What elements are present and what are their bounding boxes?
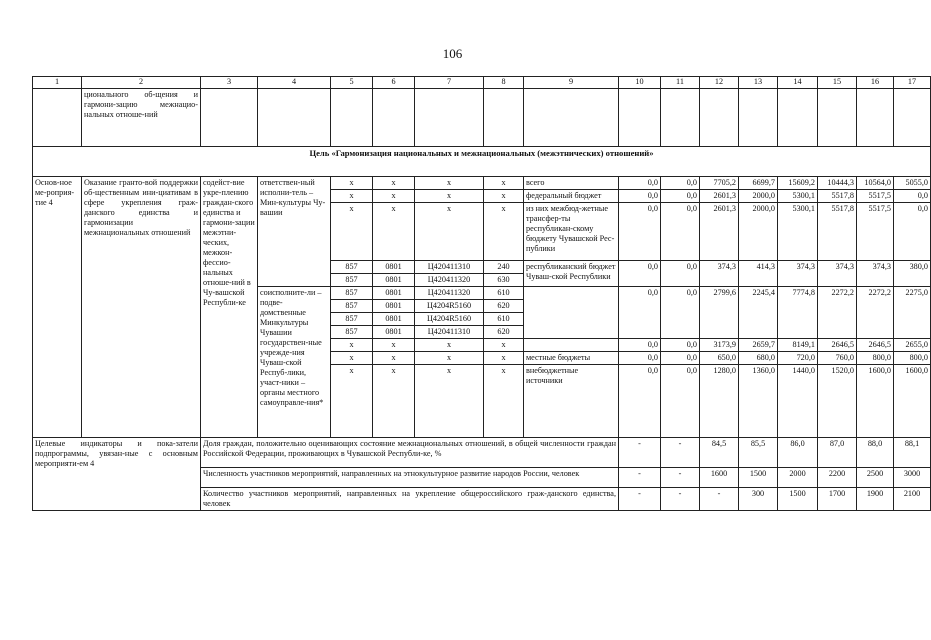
funding-value: 2245,4 (739, 287, 778, 339)
funding-source (524, 287, 619, 339)
funding-value: 10444,3 (818, 177, 857, 190)
budget-code: x (373, 365, 415, 438)
indicator-value: 3000 (894, 468, 931, 488)
budget-code: x (415, 177, 484, 190)
budget-code: x (484, 352, 524, 365)
funding-value: 374,3 (700, 261, 739, 287)
funding-value: 374,3 (778, 261, 818, 287)
budget-code: 857 (331, 313, 373, 326)
funding-value: 2799,6 (700, 287, 739, 339)
budget-code: 0801 (373, 326, 415, 339)
funding-value: 1600,0 (894, 365, 931, 438)
funding-value: 0,0 (661, 365, 700, 438)
funding-value: 0,0 (661, 190, 700, 203)
budget-code: Ц420411310 (415, 326, 484, 339)
indicator-text: Доля граждан, положительно оценивающих состояние межнациональных отношений, в общей численности граждан Российской Федерации, проживающих в Чувашской Республи-ке, % (201, 438, 619, 468)
indicator-value: 85,5 (739, 438, 778, 468)
indicator-value: 84,5 (700, 438, 739, 468)
funding-value: 1600,0 (857, 365, 894, 438)
column-header: 15 (818, 77, 857, 89)
funding-value: 7774,8 (778, 287, 818, 339)
budget-code: x (415, 352, 484, 365)
budget-code: x (331, 203, 373, 261)
column-header: 2 (82, 77, 201, 89)
column-header: 16 (857, 77, 894, 89)
funding-value: 380,0 (894, 261, 931, 287)
funding-value: 2000,0 (739, 203, 778, 261)
funding-value: 2646,5 (857, 339, 894, 352)
page-number: 106 (442, 46, 463, 61)
funding-value: 0,0 (619, 339, 661, 352)
funding-value: 0,0 (619, 177, 661, 190)
funding-value: 374,3 (857, 261, 894, 287)
funding-value: 1520,0 (818, 365, 857, 438)
funding-source: федеральный бюджет (524, 190, 619, 203)
funding-value: 650,0 (700, 352, 739, 365)
budget-code: x (415, 203, 484, 261)
funding-source (524, 339, 619, 352)
funding-value: 0,0 (619, 352, 661, 365)
indicator-value: 88,1 (894, 438, 931, 468)
funding-value: 0,0 (661, 177, 700, 190)
funding-value: 0,0 (661, 352, 700, 365)
indicator-value: - (619, 468, 661, 488)
budget-code: x (331, 190, 373, 203)
goal-row (33, 147, 931, 177)
funding-value: 374,3 (818, 261, 857, 287)
column-header: 1 (33, 77, 82, 89)
indicator-value: 2500 (857, 468, 894, 488)
budget-code: 0801 (373, 313, 415, 326)
indicator-value: - (661, 468, 700, 488)
budget-code: 620 (484, 300, 524, 313)
indicator-value: 2000 (778, 468, 818, 488)
funding-value: 720,0 (778, 352, 818, 365)
funding-source: республиканский бюджет Чуваш-ской Республики (524, 261, 619, 287)
indicator-value: 86,0 (778, 438, 818, 468)
funding-value: 10564,0 (857, 177, 894, 190)
column-header: 4 (258, 77, 331, 89)
indicator-text: Численность участников мероприятий, направленных на этнокультурное развитие народов России, человек (201, 468, 619, 488)
indicator-text: Количество участников мероприятий, направленных на укрепление общероссийского граж-данского единства, человек (201, 488, 619, 511)
funding-value: 7705,2 (700, 177, 739, 190)
funding-value: 0,0 (661, 287, 700, 339)
finance-row (33, 177, 931, 190)
funding-value: 0,0 (619, 190, 661, 203)
budget-code: 610 (484, 287, 524, 300)
funding-value: 5517,8 (818, 190, 857, 203)
budget-code: x (331, 365, 373, 438)
funding-value: 0,0 (661, 203, 700, 261)
budget-code: x (484, 190, 524, 203)
budget-code: 240 (484, 261, 524, 274)
funding-value: 5517,5 (857, 203, 894, 261)
funding-value: 2275,0 (894, 287, 931, 339)
budget-code: Ц420411320 (415, 274, 484, 287)
budget-code: 857 (331, 274, 373, 287)
indicator-value: 300 (739, 488, 778, 511)
budget-code: x (484, 365, 524, 438)
indicator-value: 1700 (818, 488, 857, 511)
indicator-value: 2100 (894, 488, 931, 511)
column-header: 7 (415, 77, 484, 89)
indicator-value: - (619, 488, 661, 511)
budget-code: 610 (484, 313, 524, 326)
funding-value: 5517,5 (857, 190, 894, 203)
column-header: 6 (373, 77, 415, 89)
funding-value: 2272,2 (818, 287, 857, 339)
budget-code: x (484, 177, 524, 190)
funding-value: 5517,8 (818, 203, 857, 261)
indicator-value: - (661, 488, 700, 511)
indicator-value: - (700, 488, 739, 511)
event-goal: содейст-вие укре-плению граждан-ского единства и гармони-зации межэтни-ческих, межкон-фессио-нальных отноше-ний в Чу-вашской Республи-ке (201, 177, 258, 438)
budget-code: x (484, 203, 524, 261)
budget-code: 0801 (373, 261, 415, 274)
budget-code: x (415, 190, 484, 203)
co-executors: соисполните-ли – подве-домственные Минкультуры Чувашии государствен-ные учрежде-ния Чуваш-ской Респуб-лики, участ-ники – органы местного самоуправле-ния* (258, 287, 331, 438)
funding-value: 5055,0 (894, 177, 931, 190)
budget-code: Ц4204R5160 (415, 313, 484, 326)
funding-value: 0,0 (619, 261, 661, 287)
column-header: 3 (201, 77, 258, 89)
event-name: Оказание гранто-вой поддержки об-щественным ини-циативам в сфере укрепления граж-данского единства и гармонизации межнациональных отношений (82, 177, 201, 438)
budget-code: x (484, 339, 524, 352)
funding-value: 1440,0 (778, 365, 818, 438)
funding-value: 2272,2 (857, 287, 894, 339)
funding-source: из них межбюд-жетные трансфер-ты республикан-скому бюджету Чувашской Рес-публики (524, 203, 619, 261)
budget-code: 857 (331, 287, 373, 300)
indicator-value: 88,0 (857, 438, 894, 468)
funding-value: 800,0 (894, 352, 931, 365)
funding-value: 2601,3 (700, 203, 739, 261)
funding-value: 5300,1 (778, 203, 818, 261)
budget-code: Ц4204R5160 (415, 300, 484, 313)
budget-code: 0801 (373, 287, 415, 300)
funding-value: 0,0 (619, 365, 661, 438)
funding-value: 2655,0 (894, 339, 931, 352)
indicators-label: Целевые индикаторы и пока-затели подпрограммы, увязан-ные с основным мероприяти-ем 4 (33, 438, 201, 511)
budget-code: 620 (484, 326, 524, 339)
column-header-row (33, 77, 931, 89)
budget-code: x (331, 339, 373, 352)
funding-value: 0,0 (894, 203, 931, 261)
budget-code: 630 (484, 274, 524, 287)
funding-value: 2000,0 (739, 190, 778, 203)
budget-code: x (415, 339, 484, 352)
budget-code: x (331, 352, 373, 365)
funding-value: 15609,2 (778, 177, 818, 190)
budget-code: x (373, 339, 415, 352)
funding-value: 2659,7 (739, 339, 778, 352)
funding-value: 0,0 (894, 190, 931, 203)
indicator-value: - (619, 438, 661, 468)
indicator-value: 1500 (739, 468, 778, 488)
carryover-event-name: ционального об-щения и гармони-зацию межнацио-нальных отноше-ний (82, 89, 201, 147)
responsible-executor: ответствен-ный исполни-тель – Мин-культуры Чу-вашии (258, 177, 331, 287)
indicator-value: - (661, 438, 700, 468)
budget-code: x (331, 177, 373, 190)
column-header: 5 (331, 77, 373, 89)
budget-code: x (373, 203, 415, 261)
funding-value: 5300,1 (778, 190, 818, 203)
funding-value: 2646,5 (818, 339, 857, 352)
budget-code: x (415, 365, 484, 438)
indicator-row (33, 438, 931, 468)
funding-value: 0,0 (661, 339, 700, 352)
budget-code: x (373, 190, 415, 203)
indicator-value: 1600 (700, 468, 739, 488)
indicator-value: 1500 (778, 488, 818, 511)
event-label: Основ-ное ме-роприя-тие 4 (33, 177, 82, 438)
carryover-row (33, 89, 931, 147)
funding-value: 6699,7 (739, 177, 778, 190)
budget-code: 857 (331, 261, 373, 274)
column-header: 17 (894, 77, 931, 89)
budget-code: 0801 (373, 274, 415, 287)
funding-value: 414,3 (739, 261, 778, 287)
budget-code: x (373, 352, 415, 365)
funding-value: 8149,1 (778, 339, 818, 352)
column-header: 12 (700, 77, 739, 89)
column-header: 9 (524, 77, 619, 89)
funding-value: 0,0 (619, 203, 661, 261)
funding-value: 0,0 (619, 287, 661, 339)
indicator-value: 1900 (857, 488, 894, 511)
indicator-value: 87,0 (818, 438, 857, 468)
budget-code: 857 (331, 300, 373, 313)
program-table (32, 76, 931, 511)
funding-value: 1360,0 (739, 365, 778, 438)
funding-value: 800,0 (857, 352, 894, 365)
goal-title: Цель «Гармонизация национальных и межнациональных (межэтнических) отношений» (33, 147, 931, 177)
funding-value: 0,0 (661, 261, 700, 287)
budget-code: Ц420411320 (415, 287, 484, 300)
column-header: 14 (778, 77, 818, 89)
funding-source: внебюджетные источники (524, 365, 619, 438)
column-header: 8 (484, 77, 524, 89)
funding-value: 3173,9 (700, 339, 739, 352)
indicator-value: 2200 (818, 468, 857, 488)
funding-value: 2601,3 (700, 190, 739, 203)
funding-value: 680,0 (739, 352, 778, 365)
column-header: 11 (661, 77, 700, 89)
column-header: 10 (619, 77, 661, 89)
budget-code: x (373, 177, 415, 190)
budget-code: 857 (331, 326, 373, 339)
budget-code: 0801 (373, 300, 415, 313)
funding-value: 1280,0 (700, 365, 739, 438)
funding-source: всего (524, 177, 619, 190)
budget-code: Ц420411310 (415, 261, 484, 274)
funding-source: местные бюджеты (524, 352, 619, 365)
funding-value: 760,0 (818, 352, 857, 365)
column-header: 13 (739, 77, 778, 89)
